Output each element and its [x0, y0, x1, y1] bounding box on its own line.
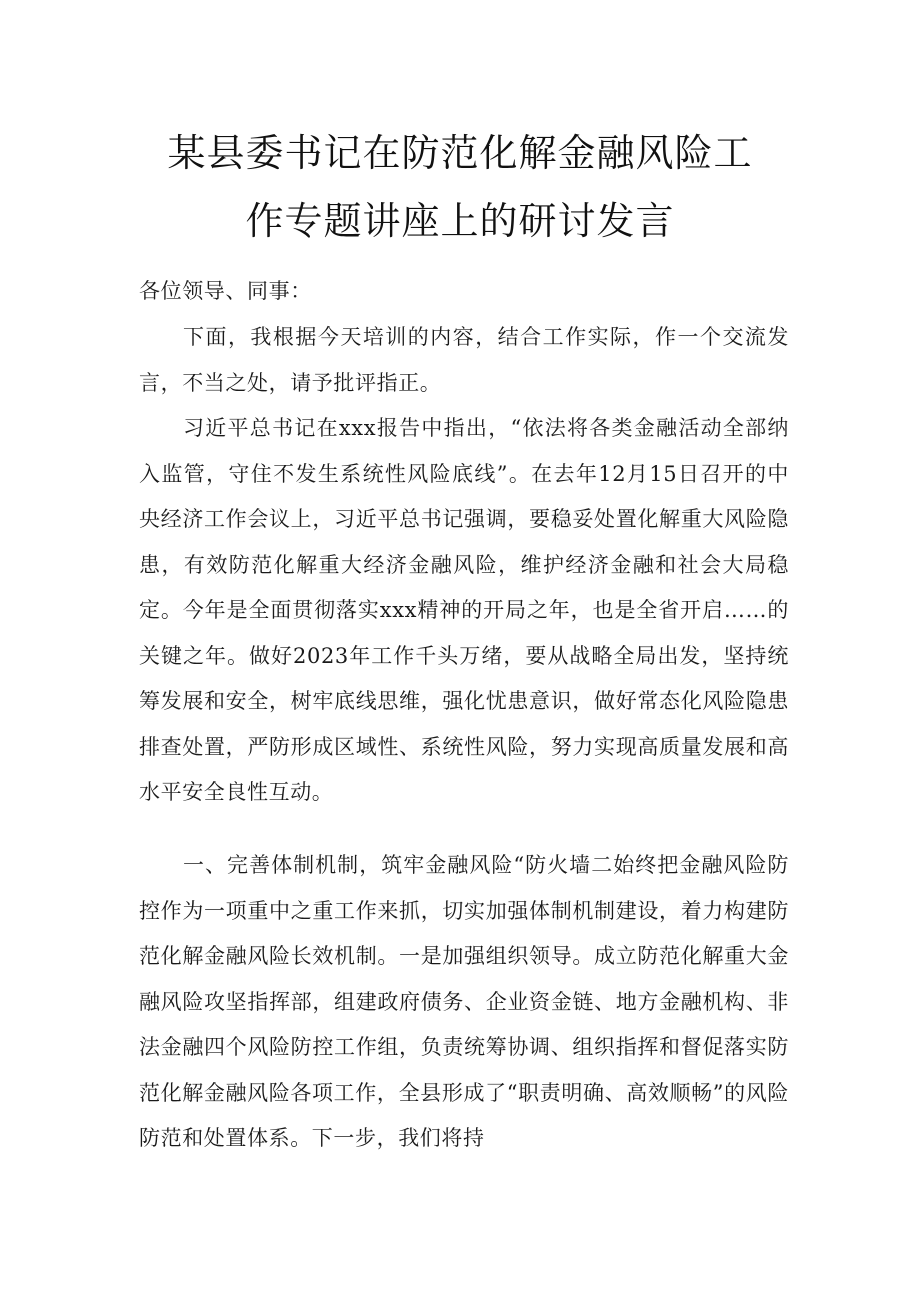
- document-title-line-1: 某县委书记在防范化解金融风险工: [167, 131, 753, 175]
- salutation: 各位领导、同事：: [139, 279, 312, 303]
- document-title-line-2: 作专题讲座上的研讨发言: [245, 199, 675, 243]
- paragraph-section-one: 一、完善体制机制，筑牢金融风险“防火墙二始终把金融风险防控作为一项重中之重工作来抓，切实加强体制机制建设，着力构建防范化解金融风险长效机制。一是加强组织领导。成立防范化解重大金融风险攻坚指挥部，组建政府债务、企业资金链、地方金融机构、非法金融四个风险防控工作组，负责统筹协调、组织指挥和督促落实防范化解金融风险各项工作，全县形成了“职责明确、高效顺畅”的风险防范和处置体系。下一步，我们将持: [139, 853, 789, 1150]
- paragraph-intro: 下面，我根据今天培训的内容，结合工作实际，作一个交流发言，不当之处，请予批评指正。: [139, 325, 789, 395]
- paragraph-background: 习近平总书记在xxx报告中指出，“依法将各类金融活动全部纳入监管，守住不发生系统性风险底线”。在去年12月15日召开的中央经济工作会议上，习近平总书记强调，要稳妥处置化解重大风险隐患，有效防范化解重大经济金融风险，维护经济金融和社会大局稳定。今年是全面贯彻落实xxx精神的开局之年，也是全省开启……的关键之年。做好2023年工作千头万绪，要从战略全局出发，坚持统筹发展和安全，树牢底线思维，强化忧患意识，做好常态化风险隐患排查处置，严防形成区域性、系统性风险，努力实现高质量发展和高水平安全良性互动。: [139, 416, 789, 804]
